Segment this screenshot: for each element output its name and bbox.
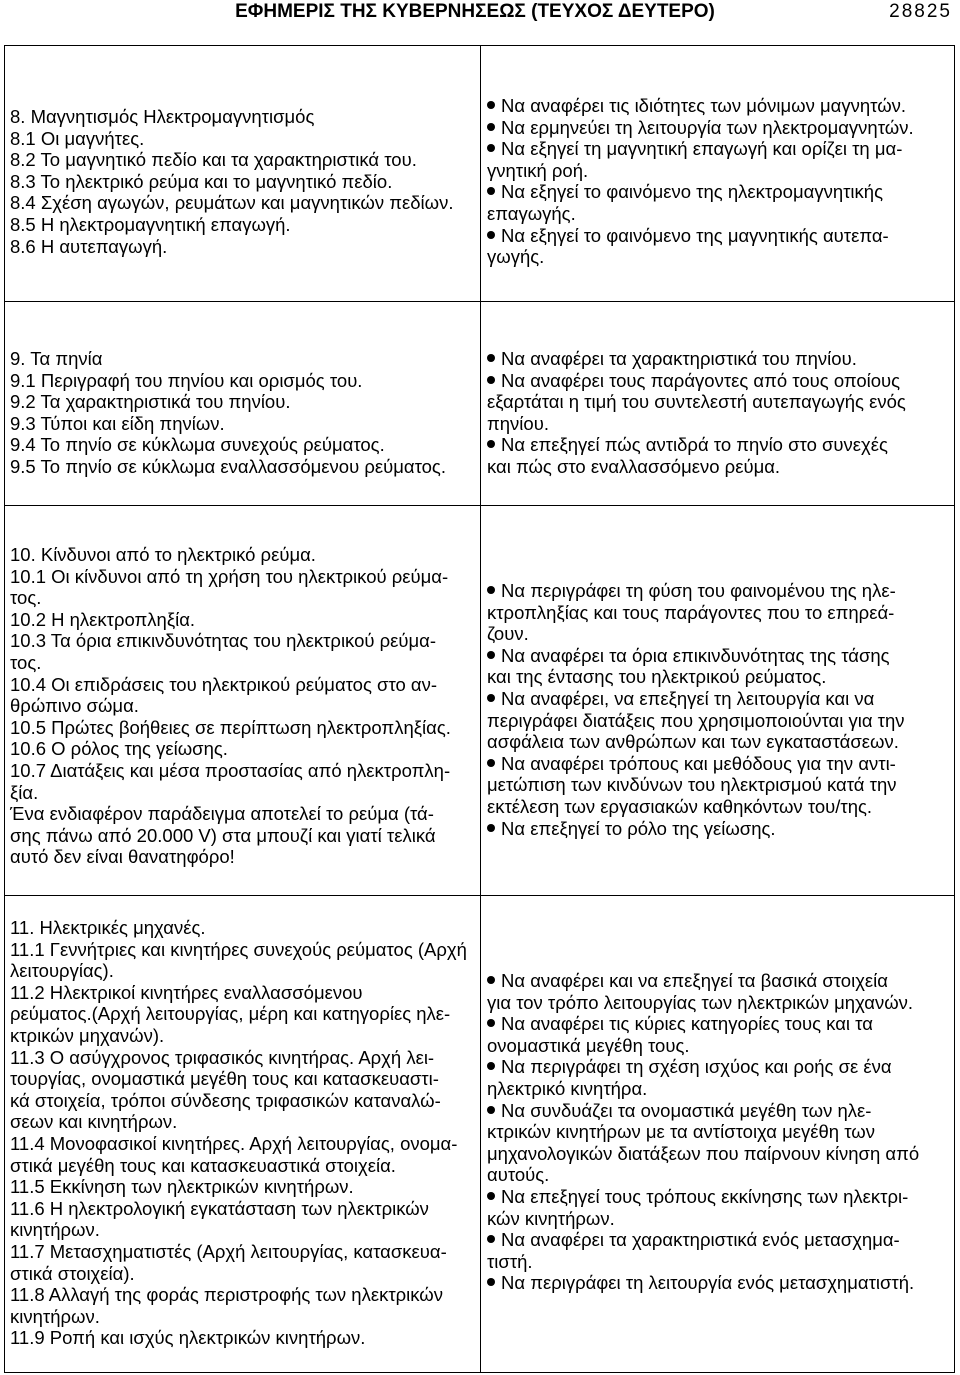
- topic-text: 11.2 Ηλεκτρικοί κινητήρες εναλλασσόμενου: [10, 981, 363, 1003]
- text-line: [487, 1100, 954, 1122]
- syllabus-row: [5, 896, 954, 1372]
- topic-text: στικά μεγέθη τους και κατασκευαστικά στοιχεία.: [10, 1154, 396, 1176]
- text-line: [487, 117, 954, 139]
- topic-text: 10.6 Ο ρόλος της γείωσης.: [10, 738, 228, 760]
- objective-text: Να αναφέρει τρόπους και μεθόδους για την αντι-: [501, 752, 896, 774]
- page-title: ΕΦΗΜΕΡΙΣ ΤΗΣ ΚΥΒΕΡΝΗΣΕΩΣ (ΤΕΥΧΟΣ ΔΕΥΤΕΡΟ): [235, 1, 715, 22]
- text-line: [487, 1186, 954, 1208]
- objective-text: και πώς στο εναλλασσόμενο ρεύμα.: [487, 455, 781, 477]
- objective-text: Να περιγράφει τη σχέση ισχύος και ροής σε ένα: [501, 1056, 892, 1078]
- topic-item: [10, 566, 480, 609]
- objective-text: κτρικών κινητήρων με τα αντίστοιχα μεγέθη των: [487, 1121, 875, 1143]
- text-line: [10, 1003, 480, 1025]
- text-line: [10, 1111, 480, 1133]
- topic-text: 8.1 Οι μαγνήτες.: [10, 127, 145, 149]
- objective-text: ονομαστικά μεγέθη τους.: [487, 1034, 690, 1056]
- topic-item: [10, 1284, 480, 1327]
- text-line: [487, 1143, 954, 1165]
- topic-text: 11. Ηλεκτρικές μηχανές.: [10, 917, 206, 938]
- bullet-icon: [487, 187, 495, 195]
- bullet-icon: [487, 651, 495, 659]
- objective-text: ηλεκτρικό κινητήρα.: [487, 1077, 648, 1099]
- bullet-icon: [487, 1019, 495, 1027]
- objective-text: Να αναφέρει τις ιδιότητες των μόνιμων μαγνητών.: [501, 95, 907, 116]
- topic-text: κινητήρων.: [10, 1219, 100, 1241]
- objective-item: [487, 370, 954, 435]
- bullet-icon: [487, 144, 495, 152]
- text-line: [10, 760, 480, 782]
- text-line: [10, 825, 480, 847]
- bullet-icon: [487, 1235, 495, 1243]
- text-line: [487, 160, 954, 182]
- text-line: [10, 846, 480, 868]
- objectives-cell: [481, 46, 954, 301]
- text-line: [10, 1241, 480, 1263]
- topic-item: [10, 803, 480, 868]
- objective-item: [487, 645, 954, 688]
- bullet-icon: [487, 976, 495, 984]
- topic-text: 11.4 Μονοφασικοί κινητήρες. Αρχή λειτουργίας, ονομα-: [10, 1132, 458, 1154]
- objectives-cell: [481, 506, 954, 895]
- text-line: [487, 225, 954, 247]
- topic-item: [10, 192, 480, 214]
- page-header: [0, 0, 960, 40]
- topics-cell: [5, 506, 481, 895]
- text-line: [487, 1013, 954, 1035]
- syllabus-row: [5, 46, 954, 302]
- bullet-icon: [487, 824, 495, 832]
- text-line: [487, 391, 954, 413]
- topic-text: 11.1 Γεννήτριες και κινητήρες συνεχούς ρεύματος (Αρχή: [10, 938, 467, 960]
- topic-text: 10.7 Διατάξεις και μέσα προστασίας από ηλεκτροπλη-: [10, 759, 451, 781]
- bullet-icon: [487, 440, 495, 448]
- text-line: [487, 138, 954, 160]
- text-line: [10, 192, 480, 214]
- objective-text: Να επεξηγεί το ρόλο της γείωσης.: [501, 817, 776, 839]
- text-line: [10, 348, 480, 370]
- objective-text: Να αναφέρει, να επεξηγεί τη λειτουργία και να: [501, 687, 875, 709]
- text-line: [10, 1025, 480, 1047]
- text-line: [487, 623, 954, 645]
- objective-item: [487, 348, 954, 370]
- objective-item: [487, 1013, 954, 1056]
- topic-item: [10, 171, 480, 193]
- objective-text: εκτέλεση των εργασιακών καθηκόντων του/της.: [487, 795, 873, 817]
- objective-text: πηνίου.: [487, 412, 549, 434]
- objective-item: [487, 1056, 954, 1099]
- text-line: [487, 580, 954, 602]
- syllabus-table: [4, 45, 955, 1373]
- text-line: [10, 1198, 480, 1220]
- topics-cell: [5, 896, 481, 1372]
- topics-cell: [5, 302, 481, 505]
- text-line: [10, 1090, 480, 1112]
- objectives-cell: [481, 302, 954, 505]
- topic-item: [10, 434, 480, 456]
- objective-text: κτροπληξίας και τους παράγοντες που το επηρεά-: [487, 601, 895, 623]
- topic-text: 8.6 Η αυτεπαγωγή.: [10, 235, 168, 257]
- text-line: [487, 710, 954, 732]
- text-line: [487, 970, 954, 992]
- text-line: [10, 803, 480, 825]
- text-line: [487, 181, 954, 203]
- topic-item: [10, 609, 480, 631]
- text-line: [487, 413, 954, 435]
- topic-item: [10, 149, 480, 171]
- objective-text: Να αναφέρει τους παράγοντες από τους οποίους: [501, 369, 901, 391]
- topic-text: 10.5 Πρώτες βοήθειες σε περίπτωση ηλεκτροπληξίας.: [10, 716, 451, 738]
- bullet-icon: [487, 1062, 495, 1070]
- bullet-icon: [487, 694, 495, 702]
- text-line: [487, 688, 954, 710]
- text-line: [487, 818, 954, 840]
- text-line: [487, 753, 954, 775]
- text-line: [487, 1251, 954, 1273]
- objective-item: [487, 580, 954, 645]
- topic-text: 9. Τα πηνία: [10, 348, 103, 369]
- objective-text: ζουν.: [487, 623, 529, 645]
- text-line: [10, 391, 480, 413]
- topic-item: [10, 1198, 480, 1241]
- text-line: [487, 1078, 954, 1100]
- topic-text: 11.5 Εκκίνηση των ηλεκτρικών κινητήρων.: [10, 1176, 354, 1198]
- objective-text: γνητική ροή.: [487, 159, 589, 181]
- topic-text: 11.3 Ο ασύγχρονος τριφασικός κινητήρας. Αρχή λει-: [10, 1046, 435, 1068]
- text-line: [10, 1155, 480, 1177]
- topic-item: [10, 1133, 480, 1176]
- objective-text: Να εξηγεί το φαινόμενο της μαγνητικής αυτεπα-: [501, 224, 889, 246]
- topic-item: [10, 214, 480, 236]
- text-line: [10, 434, 480, 456]
- text-line: [10, 1263, 480, 1285]
- objective-item: [487, 688, 954, 753]
- text-line: [487, 1229, 954, 1251]
- text-line: [10, 1306, 480, 1328]
- objective-item: [487, 434, 954, 477]
- text-line: [10, 1176, 480, 1198]
- text-line: [10, 939, 480, 961]
- topic-item: [10, 413, 480, 435]
- objective-text: μηχανολογικών διατάξεων που παίρνουν κίνηση από: [487, 1142, 920, 1164]
- topic-item: [10, 1241, 480, 1284]
- bullet-icon: [487, 376, 495, 384]
- topic-text: ρεύματος.(Αρχή λειτουργίας, μέρη και κατηγορίες ηλε-: [10, 1003, 451, 1025]
- bullet-icon: [487, 1278, 495, 1286]
- objective-text: Να συνδυάζει τα ονομαστικά μεγέθη των ηλε-: [501, 1099, 872, 1121]
- objective-item: [487, 1186, 954, 1229]
- topic-text: 9.1 Περιγραφή του πηνίου και ορισμός του.: [10, 369, 363, 391]
- text-line: [487, 456, 954, 478]
- topic-text: σεων και κινητήρων.: [10, 1111, 178, 1133]
- text-line: [10, 782, 480, 804]
- topic-text: 9.5 Το πηνίο σε κύκλωμα εναλλασσόμενου ρεύματος.: [10, 455, 446, 477]
- topic-text: θρώπινο σώμα.: [10, 695, 139, 717]
- topic-item: [10, 674, 480, 717]
- text-line: [10, 652, 480, 674]
- topic-item: [10, 370, 480, 392]
- topic-item: [10, 128, 480, 150]
- objective-text: Να αναφέρει τα χαρακτηριστικά ενός μετασχημα-: [501, 1229, 900, 1251]
- topic-text: 8.2 Το μαγνητικό πεδίο και τα χαρακτηριστικά του.: [10, 149, 417, 171]
- text-line: [10, 609, 480, 631]
- text-line: [487, 1208, 954, 1230]
- topic-text: στικά στοιχεία).: [10, 1262, 135, 1284]
- topic-text: 10.4 Οι επιδράσεις του ηλεκτρικού ρεύματος στο αν-: [10, 673, 438, 695]
- bullet-icon: [487, 354, 495, 362]
- objective-text: μετώπιση των κινδύνων του ηλεκτρισμού κατά την: [487, 774, 897, 796]
- text-line: [10, 674, 480, 696]
- objective-text: Να ερμηνεύει τη λειτουργία των ηλεκτρομαγνητών.: [501, 116, 914, 138]
- topic-text: 9.4 Το πηνίο σε κύκλωμα συνεχούς ρεύματος.: [10, 434, 385, 456]
- objective-text: γωγής.: [487, 246, 545, 268]
- text-line: [10, 917, 480, 939]
- text-line: [10, 370, 480, 392]
- text-line: [10, 544, 480, 566]
- objective-item: [487, 181, 954, 224]
- text-line: [10, 456, 480, 478]
- objective-text: εξαρτάται η τιμή του συντελεστή αυτεπαγωγής ενός: [487, 391, 906, 413]
- text-line: [487, 774, 954, 796]
- topic-item: [10, 760, 480, 803]
- bullet-icon: [487, 586, 495, 594]
- topic-text: κινητήρων.: [10, 1305, 100, 1327]
- objective-item: [487, 225, 954, 268]
- text-line: [487, 1272, 954, 1294]
- topic-item: [10, 1327, 480, 1349]
- text-line: [10, 1284, 480, 1306]
- syllabus-row: [5, 302, 954, 506]
- objective-item: [487, 818, 954, 840]
- topic-item: [10, 544, 480, 566]
- objective-text: Να εξηγεί τη μαγνητική επαγωγή και ορίζει τη μα-: [501, 138, 903, 160]
- topic-item: [10, 917, 480, 939]
- topics-cell: [5, 46, 481, 301]
- text-line: [10, 236, 480, 258]
- objective-text: ασφάλεια των ανθρώπων και των εγκαταστάσεων.: [487, 731, 899, 753]
- objective-item: [487, 753, 954, 818]
- text-line: [487, 246, 954, 268]
- text-line: [10, 738, 480, 760]
- topic-text: ξία.: [10, 781, 39, 803]
- text-line: [10, 587, 480, 609]
- objective-text: Να εξηγεί το φαινόμενο της ηλεκτρομαγνητικής: [501, 181, 883, 203]
- objective-text: επαγωγής.: [487, 202, 576, 224]
- topic-item: [10, 738, 480, 760]
- topic-text: 8.3 Το ηλεκτρικό ρεύμα και το μαγνητικό πεδίο.: [10, 170, 393, 192]
- text-line: [10, 982, 480, 1004]
- text-line: [487, 666, 954, 688]
- objective-item: [487, 1272, 954, 1294]
- bullet-icon: [487, 101, 495, 109]
- topic-text: σης πάνω από 20.000 V) στα μπουζί και γιατί τελικά: [10, 824, 436, 846]
- text-line: [487, 731, 954, 753]
- topic-text: 9.2 Τα χαρακτηριστικά του πηνίου.: [10, 391, 291, 413]
- objective-item: [487, 970, 954, 1013]
- topic-text: 11.6 Η ηλεκτρολογική εγκατάσταση των ηλεκτρικών: [10, 1197, 429, 1219]
- text-line: [10, 566, 480, 588]
- objective-text: αυτούς.: [487, 1164, 550, 1186]
- text-line: [10, 1327, 480, 1349]
- text-line: [487, 95, 954, 117]
- objectives-cell: [481, 896, 954, 1372]
- bullet-icon: [487, 231, 495, 239]
- bullet-icon: [487, 1106, 495, 1114]
- bullet-icon: [487, 123, 495, 131]
- objective-item: [487, 95, 954, 117]
- text-line: [487, 370, 954, 392]
- text-line: [10, 960, 480, 982]
- objective-text: Να αναφέρει και να επεξηγεί τα βασικά στοιχεία: [501, 970, 888, 991]
- objective-text: Να αναφέρει τις κύριες κατηγορίες τους και τα: [501, 1013, 873, 1035]
- text-line: [487, 645, 954, 667]
- text-line: [10, 1068, 480, 1090]
- page-number: 28825: [889, 1, 952, 22]
- topic-text: τος.: [10, 651, 42, 673]
- objective-text: Να αναφέρει τα όρια επικινδυνότητας της τάσης: [501, 644, 890, 666]
- topic-text: 8.5 Η ηλεκτρομαγνητική επαγωγή.: [10, 213, 291, 235]
- text-line: [10, 630, 480, 652]
- topic-item: [10, 348, 480, 370]
- objective-text: και της έντασης του ηλεκτρικού ρεύματος.: [487, 666, 827, 688]
- topic-text: 10.2 Η ηλεκτροπληξία.: [10, 608, 196, 630]
- objective-item: [487, 117, 954, 139]
- objective-text: τιστή.: [487, 1250, 533, 1272]
- topic-item: [10, 982, 480, 1047]
- text-line: [10, 1133, 480, 1155]
- text-line: [487, 992, 954, 1014]
- text-line: [10, 695, 480, 717]
- topic-text: 11.7 Μετασχηματιστές (Αρχή λειτουργίας, κατασκευα-: [10, 1240, 447, 1262]
- text-line: [487, 1035, 954, 1057]
- topic-item: [10, 456, 480, 478]
- bullet-icon: [487, 759, 495, 767]
- text-line: [487, 1056, 954, 1078]
- objective-text: Να αναφέρει τα χαρακτηριστικά του πηνίου.: [501, 348, 857, 369]
- topic-text: αυτό δεν είναι θανατηφόρο!: [10, 846, 235, 868]
- text-line: [10, 717, 480, 739]
- objective-text: κών κινητήρων.: [487, 1207, 615, 1229]
- bullet-icon: [487, 1192, 495, 1200]
- text-line: [10, 214, 480, 236]
- topic-item: [10, 391, 480, 413]
- text-line: [487, 348, 954, 370]
- topic-item: [10, 1047, 480, 1133]
- topic-text: τος.: [10, 587, 42, 609]
- objective-text: περιγράφει διατάξεις που χρησιμοποιούνται για την: [487, 709, 905, 731]
- text-line: [10, 149, 480, 171]
- objective-text: Να περιγράφει τη λειτουργία ενός μετασχηματιστή.: [501, 1272, 915, 1294]
- objective-text: Να επεξηγεί τους τρόπους εκκίνησης των ηλεκτρι-: [501, 1185, 909, 1207]
- text-line: [487, 602, 954, 624]
- objective-text: για τον τρόπο λειτουργίας των ηλεκτρικών μηχανών.: [487, 991, 914, 1013]
- text-line: [10, 1219, 480, 1241]
- text-line: [10, 106, 480, 128]
- text-line: [10, 128, 480, 150]
- objective-item: [487, 1100, 954, 1186]
- topic-item: [10, 236, 480, 258]
- text-line: [487, 434, 954, 456]
- topic-text: 10.3 Τα όρια επικινδυνότητας του ηλεκτρικού ρεύμα-: [10, 630, 437, 652]
- topic-text: κτρικών μηχανών).: [10, 1024, 165, 1046]
- text-line: [487, 203, 954, 225]
- objective-item: [487, 138, 954, 181]
- text-line: [487, 796, 954, 818]
- topic-text: 11.9 Ροπή και ισχύς ηλεκτρικών κινητήρων.: [10, 1327, 366, 1349]
- text-line: [487, 1164, 954, 1186]
- topic-text: τουργίας, ονομαστικά μεγέθη τους και κατασκευαστι-: [10, 1068, 439, 1090]
- syllabus-row: [5, 506, 954, 896]
- topic-text: 10.1 Οι κίνδυνοι από τη χρήση του ηλεκτρικού ρεύμα-: [10, 565, 449, 587]
- text-line: [10, 413, 480, 435]
- topic-text: 9.3 Τύποι και είδη πηνίων.: [10, 412, 225, 434]
- topic-item: [10, 939, 480, 982]
- objective-text: Να περιγράφει τη φύση του φαινομένου της ηλε-: [501, 580, 896, 601]
- topic-text: κά στοιχεία, τρόποι σύνδεσης τριφασικών καταναλώ-: [10, 1089, 441, 1111]
- topic-text: λειτουργίας).: [10, 960, 114, 982]
- topic-text: 11.8 Αλλαγή της φοράς περιστροφής των ηλεκτρικών: [10, 1284, 443, 1306]
- text-line: [10, 1047, 480, 1069]
- text-line: [10, 171, 480, 193]
- topic-text: 8.4 Σχέση αγωγών, ρευμάτων και μαγνητικών πεδίων.: [10, 192, 454, 214]
- topic-text: 8. Μαγνητισμός Ηλεκτρομαγνητισμός: [10, 106, 315, 127]
- topic-item: [10, 717, 480, 739]
- objective-item: [487, 1229, 954, 1272]
- topic-item: [10, 106, 480, 128]
- topic-item: [10, 630, 480, 673]
- text-line: [487, 1121, 954, 1143]
- topic-text: 10. Κίνδυνοι από το ηλεκτρικό ρεύμα.: [10, 544, 316, 565]
- topic-text: Ένα ενδιαφέρον παράδειγμα αποτελεί το ρεύμα (τά-: [10, 803, 434, 825]
- topic-item: [10, 1176, 480, 1198]
- objective-text: Να επεξηγεί πώς αντιδρά το πηνίο στο συνεχές: [501, 434, 888, 456]
